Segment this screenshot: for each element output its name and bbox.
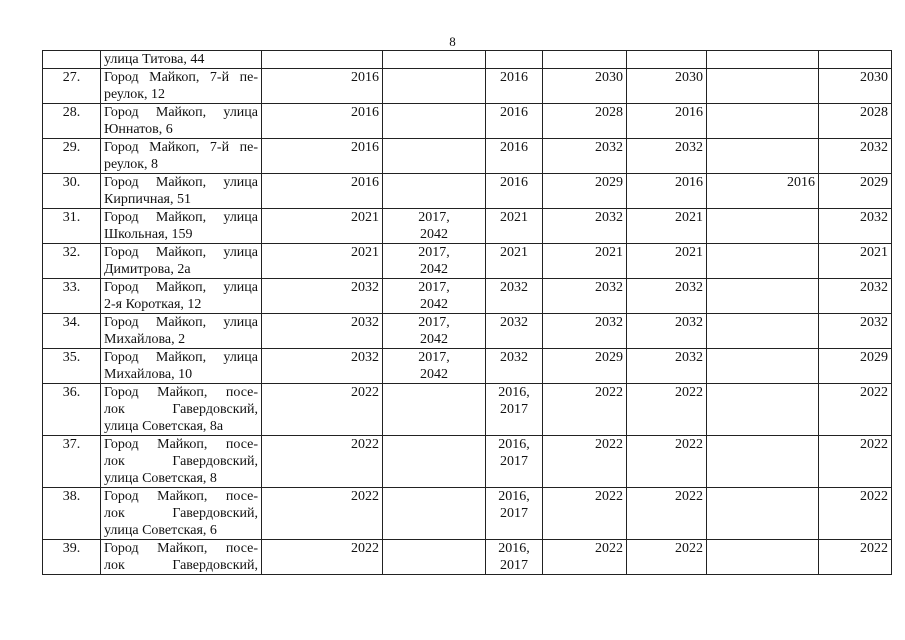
address-line: лок Гавердовский, — [104, 506, 258, 521]
value-cell-8: 2028 — [819, 104, 892, 139]
empty-cell — [486, 51, 543, 69]
value-line: 2032 — [500, 350, 528, 365]
value-line: 2021 — [500, 210, 528, 225]
value-cell-7 — [707, 436, 819, 488]
value-line: 2042 — [420, 297, 448, 312]
value-cell-5: 2022 — [543, 436, 627, 488]
table-row — [43, 540, 892, 575]
value-line: 2032 — [500, 315, 528, 330]
row-number-cell: 30. — [43, 174, 101, 209]
address-line: Михайлова, 10 — [104, 367, 193, 382]
value-cell-4 — [486, 349, 543, 384]
table-row — [43, 244, 892, 279]
value-line: 2016 — [500, 70, 528, 85]
table-row — [43, 69, 892, 104]
value-cell-2: 2021 — [262, 244, 383, 279]
value-cell-6: 2030 — [627, 69, 707, 104]
value-cell-5: 2032 — [543, 279, 627, 314]
value-line: 2016, — [498, 437, 530, 452]
value-cell-7 — [707, 488, 819, 540]
row-number-cell: 35. — [43, 349, 101, 384]
address-cell — [101, 104, 262, 139]
value-cell-3 — [383, 540, 486, 575]
address-line: реулок, 12 — [104, 87, 166, 102]
value-cell-6: 2016 — [627, 174, 707, 209]
address-line: лок Гавердовский, — [104, 454, 258, 469]
row-number-cell: 27. — [43, 69, 101, 104]
value-cell-5: 2022 — [543, 540, 627, 575]
value-cell-6: 2032 — [627, 314, 707, 349]
value-line: 2016, — [498, 385, 530, 400]
value-cell-2: 2021 — [262, 209, 383, 244]
value-cell-2: 2022 — [262, 488, 383, 540]
value-line: 2017 — [500, 558, 528, 573]
value-cell-8: 2032 — [819, 139, 892, 174]
value-cell-7 — [707, 209, 819, 244]
value-line: 2017, — [418, 280, 450, 295]
value-line: 2017, — [418, 210, 450, 225]
value-cell-2: 2016 — [262, 139, 383, 174]
value-cell-7 — [707, 244, 819, 279]
value-cell-4 — [486, 139, 543, 174]
value-cell-2: 2032 — [262, 279, 383, 314]
address-line: лок Гавердовский, — [104, 402, 258, 417]
value-cell-5: 2029 — [543, 174, 627, 209]
value-cell-3 — [383, 69, 486, 104]
table-row — [43, 104, 892, 139]
value-cell-3 — [383, 349, 486, 384]
address-line: Город Майкоп, посе- — [104, 541, 258, 556]
value-line: 2042 — [420, 332, 448, 347]
row-number-cell: 28. — [43, 104, 101, 139]
address-line: Город Майкоп, 7-й пе- — [104, 70, 258, 85]
value-cell-4 — [486, 314, 543, 349]
value-cell-6: 2021 — [627, 244, 707, 279]
table-row — [43, 488, 892, 540]
value-cell-3 — [383, 436, 486, 488]
address-line: лок Гавердовский, — [104, 558, 258, 573]
address-line: Город Майкоп, улица — [104, 280, 258, 295]
value-cell-2: 2022 — [262, 436, 383, 488]
address-cell — [101, 139, 262, 174]
value-cell-8: 2029 — [819, 349, 892, 384]
table-row-continued — [43, 51, 892, 69]
value-cell-7 — [707, 279, 819, 314]
address-cell — [101, 488, 262, 540]
address-cell — [101, 174, 262, 209]
schedule-table — [42, 50, 892, 575]
value-line: 2042 — [420, 367, 448, 382]
table-row — [43, 384, 892, 436]
value-cell-5: 2021 — [543, 244, 627, 279]
value-cell-3 — [383, 104, 486, 139]
value-cell-8: 2032 — [819, 279, 892, 314]
address-cell — [101, 209, 262, 244]
row-number-cell: 33. — [43, 279, 101, 314]
value-cell-4 — [486, 244, 543, 279]
value-line: 2016 — [500, 175, 528, 190]
value-cell-6: 2022 — [627, 540, 707, 575]
table-row — [43, 314, 892, 349]
value-line: 2017 — [500, 506, 528, 521]
address-line: улица Титова, 44 — [104, 52, 205, 67]
value-cell-5: 2028 — [543, 104, 627, 139]
value-cell-7 — [707, 69, 819, 104]
value-cell-8: 2022 — [819, 488, 892, 540]
address-cell — [101, 436, 262, 488]
value-cell-4 — [486, 69, 543, 104]
address-line: улица Советская, 6 — [104, 523, 217, 538]
value-cell-4 — [486, 540, 543, 575]
value-cell-4 — [486, 279, 543, 314]
value-cell-6: 2021 — [627, 209, 707, 244]
value-cell-6: 2022 — [627, 488, 707, 540]
row-number-cell: 32. — [43, 244, 101, 279]
value-cell-5: 2030 — [543, 69, 627, 104]
address-line: Город Майкоп, улица — [104, 245, 258, 260]
value-cell-6: 2032 — [627, 349, 707, 384]
value-cell-4 — [486, 436, 543, 488]
value-cell-7 — [707, 104, 819, 139]
value-cell-7 — [707, 384, 819, 436]
address-line: улица Советская, 8 — [104, 471, 217, 486]
value-cell-6: 2032 — [627, 139, 707, 174]
value-cell-3 — [383, 279, 486, 314]
address-line: Город Майкоп, улица — [104, 350, 258, 365]
value-line: 2017, — [418, 350, 450, 365]
value-cell-8: 2021 — [819, 244, 892, 279]
value-cell-4 — [486, 104, 543, 139]
address-cell — [101, 349, 262, 384]
value-cell-4 — [486, 209, 543, 244]
address-line: Город Майкоп, посе- — [104, 437, 258, 452]
value-line: 2017 — [500, 402, 528, 417]
value-cell-5: 2022 — [543, 384, 627, 436]
address-cell — [101, 314, 262, 349]
value-cell-5: 2032 — [543, 314, 627, 349]
empty-cell — [627, 51, 707, 69]
value-cell-8: 2032 — [819, 314, 892, 349]
table-row — [43, 436, 892, 488]
value-line: 2016, — [498, 489, 530, 504]
address-line: Город Майкоп, улица — [104, 105, 258, 120]
value-cell-6: 2016 — [627, 104, 707, 139]
row-number-cell — [43, 51, 101, 69]
value-cell-8: 2030 — [819, 69, 892, 104]
row-number-cell: 39. — [43, 540, 101, 575]
value-cell-6: 2032 — [627, 279, 707, 314]
table-body — [43, 51, 892, 575]
address-line: Димитрова, 2а — [104, 262, 191, 277]
value-cell-5: 2029 — [543, 349, 627, 384]
empty-cell — [383, 51, 486, 69]
value-cell-8: 2022 — [819, 384, 892, 436]
address-line: Город Майкоп, посе- — [104, 385, 258, 400]
value-cell-2: 2032 — [262, 349, 383, 384]
address-line: Город Майкоп, 7-й пе- — [104, 140, 258, 155]
value-line: 2042 — [420, 227, 448, 242]
value-cell-6: 2022 — [627, 436, 707, 488]
value-cell-3 — [383, 384, 486, 436]
value-cell-3 — [383, 174, 486, 209]
address-line: Город Майкоп, улица — [104, 315, 258, 330]
address-line: 2-я Короткая, 12 — [104, 297, 202, 312]
value-cell-7 — [707, 139, 819, 174]
address-line: Юннатов, 6 — [104, 122, 173, 137]
address-cell — [101, 384, 262, 436]
address-line: улица Советская, 8а — [104, 419, 224, 434]
address-cell — [101, 540, 262, 575]
value-cell-2: 2022 — [262, 540, 383, 575]
row-number-cell: 34. — [43, 314, 101, 349]
value-line: 2021 — [500, 245, 528, 260]
address-line: реулок, 8 — [104, 157, 159, 172]
address-line: Михайлова, 2 — [104, 332, 186, 347]
value-cell-3 — [383, 209, 486, 244]
value-cell-4 — [486, 174, 543, 209]
value-cell-7: 2016 — [707, 174, 819, 209]
value-cell-5: 2032 — [543, 139, 627, 174]
table-row — [43, 279, 892, 314]
table-row — [43, 139, 892, 174]
value-cell-2: 2032 — [262, 314, 383, 349]
value-line: 2016 — [500, 140, 528, 155]
value-cell-8: 2029 — [819, 174, 892, 209]
table-row — [43, 349, 892, 384]
address-cell — [101, 51, 262, 69]
address-line: Кирпичная, 51 — [104, 192, 192, 207]
value-line: 2016, — [498, 541, 530, 556]
value-cell-2: 2016 — [262, 104, 383, 139]
value-cell-3 — [383, 139, 486, 174]
value-cell-4 — [486, 488, 543, 540]
table-row — [43, 174, 892, 209]
empty-cell — [819, 51, 892, 69]
value-cell-8: 2022 — [819, 540, 892, 575]
row-number-cell: 38. — [43, 488, 101, 540]
value-cell-6: 2022 — [627, 384, 707, 436]
value-line: 2017, — [418, 245, 450, 260]
value-line: 2017 — [500, 454, 528, 469]
empty-cell — [262, 51, 383, 69]
value-cell-3 — [383, 488, 486, 540]
empty-cell — [707, 51, 819, 69]
value-cell-2: 2016 — [262, 69, 383, 104]
value-line: 2016 — [500, 105, 528, 120]
row-number-cell: 29. — [43, 139, 101, 174]
address-cell — [101, 69, 262, 104]
address-line: Город Майкоп, посе- — [104, 489, 258, 504]
value-cell-3 — [383, 314, 486, 349]
value-cell-7 — [707, 314, 819, 349]
value-cell-2: 2016 — [262, 174, 383, 209]
value-line: 2032 — [500, 280, 528, 295]
row-number-cell: 36. — [43, 384, 101, 436]
address-line: Город Майкоп, улица — [104, 175, 258, 190]
value-line: 2017, — [418, 315, 450, 330]
page-number: 8 — [449, 34, 456, 49]
value-cell-5: 2022 — [543, 488, 627, 540]
value-cell-5: 2032 — [543, 209, 627, 244]
empty-cell — [543, 51, 627, 69]
value-cell-2: 2022 — [262, 384, 383, 436]
value-cell-7 — [707, 540, 819, 575]
value-cell-8: 2032 — [819, 209, 892, 244]
table-row — [43, 209, 892, 244]
value-cell-8: 2022 — [819, 436, 892, 488]
value-line: 2042 — [420, 262, 448, 277]
value-cell-7 — [707, 349, 819, 384]
value-cell-4 — [486, 384, 543, 436]
row-number-cell: 31. — [43, 209, 101, 244]
address-cell — [101, 279, 262, 314]
row-number-cell: 37. — [43, 436, 101, 488]
address-line: Город Майкоп, улица — [104, 210, 258, 225]
value-cell-3 — [383, 244, 486, 279]
address-cell — [101, 244, 262, 279]
address-line: Школьная, 159 — [104, 227, 193, 242]
